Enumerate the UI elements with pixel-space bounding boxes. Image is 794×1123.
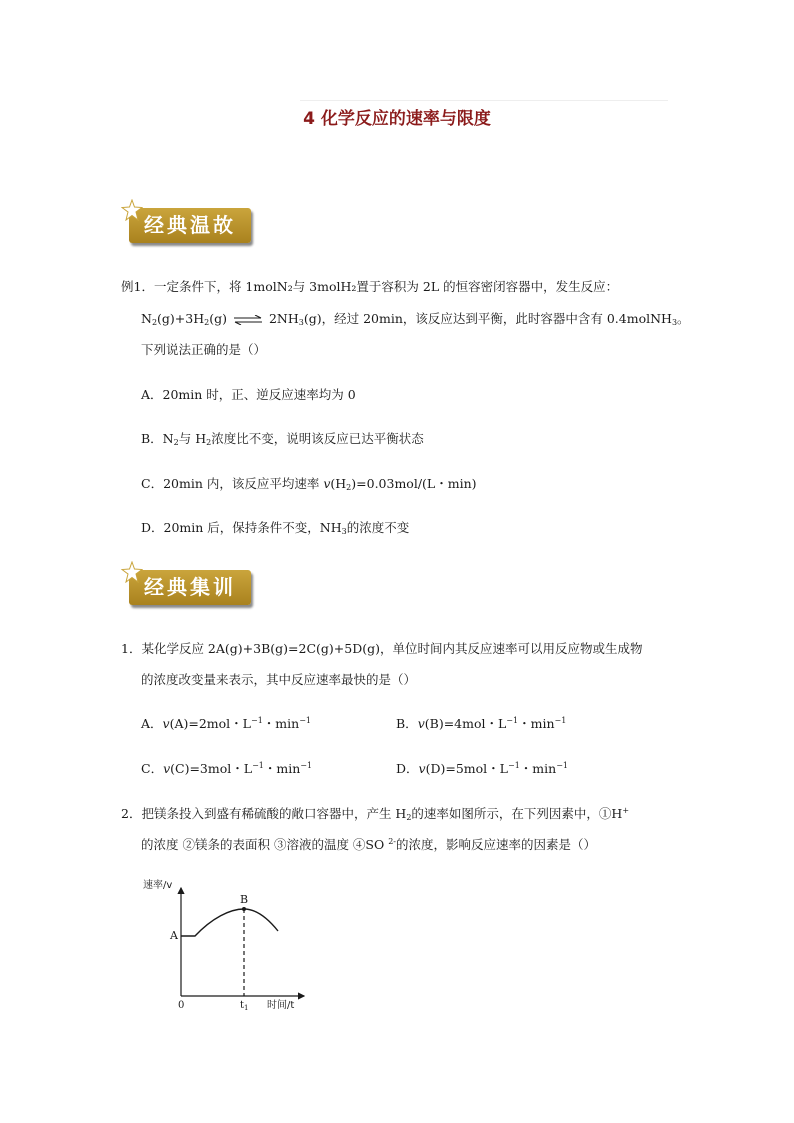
graph-t1: $t_1$ bbox=[240, 1000, 249, 1011]
q1-option-a: A．v(A)=2mol・$L^{-1}$・$\min^{-1}$ bbox=[141, 716, 311, 731]
section-title: 经典温故 bbox=[144, 213, 236, 237]
graph-point-a: A bbox=[170, 929, 178, 942]
q2-line1: 2．把镁条投入到盛有稀硫酸的敞口容器中，产生 $H_2$的速率如图所示，在下列因素中，①H+ bbox=[121, 806, 630, 822]
example1-option-a: A．20min 时，正、逆反应速率均为 0 bbox=[141, 387, 356, 402]
graph-ylabel: 速率/v bbox=[143, 880, 173, 891]
q1-option-d: D．v(D)=5mol・$L^{-1}$・$\min^{-1}$ bbox=[396, 761, 568, 776]
rate-time-graph bbox=[140, 876, 310, 1011]
example1-option-c: C．20min 内，该反应平均速率 $v(H_2)=0.03mol/(L$・min) bbox=[141, 476, 477, 492]
graph-origin: 0 bbox=[178, 1000, 185, 1011]
example1-equation: $N_2(g)+3H_2(g)$ $2NH_3(g)$，经过 20min，该反应达到平衡，此时容器中含有 0.4molNH$_3$。 bbox=[141, 311, 690, 327]
q1-option-b: B．v(B)=4mol・$L^{-1}$・$\min^{-1}$ bbox=[396, 716, 567, 731]
graph-xlabel: 时间/t bbox=[267, 1000, 295, 1011]
graph-point-b: B bbox=[240, 893, 249, 906]
section-banner-classic-review bbox=[129, 208, 251, 243]
q1-line2: 的浓度改变量来表示，其中反应速率最快的是（） bbox=[141, 672, 417, 687]
star-icon bbox=[121, 561, 143, 583]
example1-line1: 例1．一定条件下，将 1molN₂与 3molH₂置于容积为 2L 的恒容密闭容器中，发生反应： bbox=[121, 279, 619, 294]
point-b-marker bbox=[242, 907, 246, 911]
section-title: 经典集训 bbox=[144, 575, 236, 599]
equilibrium-arrow-icon bbox=[233, 315, 263, 325]
star-icon bbox=[121, 199, 143, 221]
rate-curve bbox=[181, 909, 278, 936]
q1-line1: 1．某化学反应 2A(g)+3B(g)=2C(g)+5D(g)，单位时间内其反应速率可以用反应物或生成物 bbox=[121, 641, 643, 656]
page-title: 4 化学反应的速率与限度 bbox=[303, 109, 491, 129]
q1-option-c: C．v(C)=3mol・$L^{-1}$・$\min^{-1}$ bbox=[141, 761, 313, 776]
example1-question: 下列说法正确的是（） bbox=[141, 342, 267, 357]
q2-line2: 的浓度 ②镁条的表面积 ③溶液的温度 ④SO $^{2-}$的浓度，影响反应速率的因素是（） bbox=[141, 837, 597, 852]
title-rule bbox=[300, 100, 668, 101]
example1-option-b: B．$N_2$与 $H_2$浓度比不变，说明该反应已达平衡状态 bbox=[141, 431, 424, 447]
example1-option-d: D．20min 后，保持条件不变，$NH_3$的浓度不变 bbox=[141, 520, 410, 536]
section-banner-classic-training bbox=[129, 570, 251, 605]
